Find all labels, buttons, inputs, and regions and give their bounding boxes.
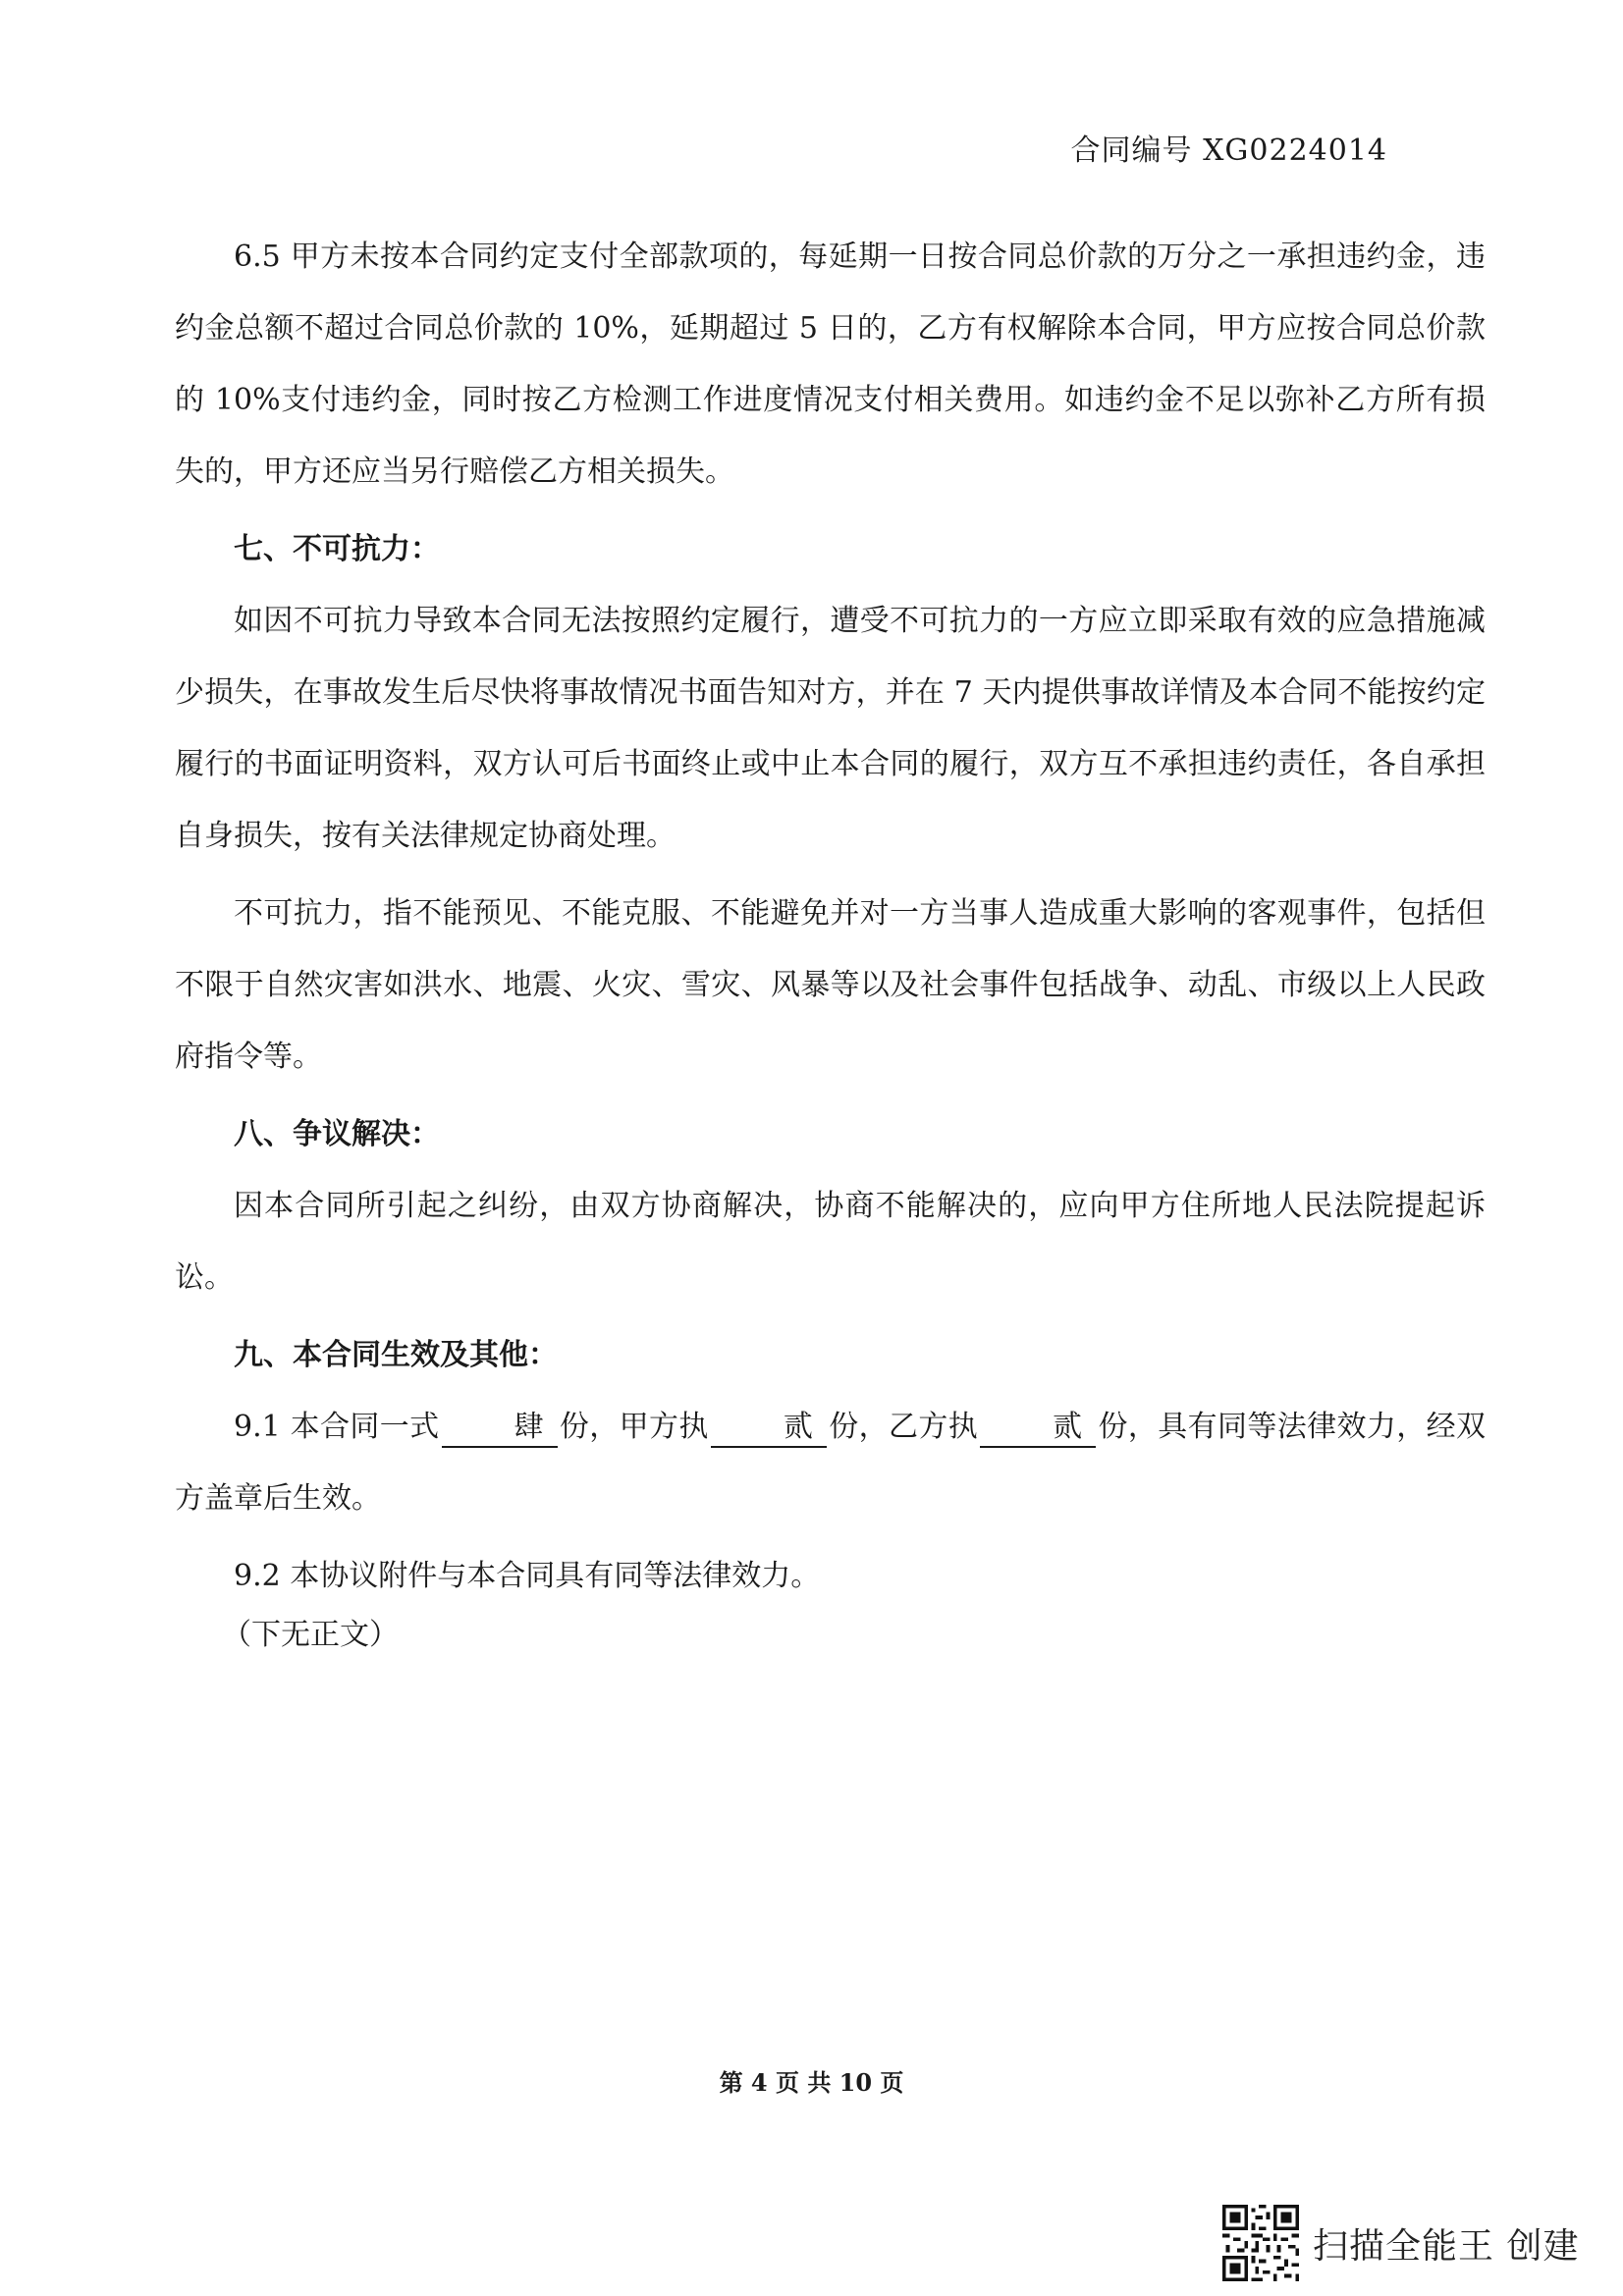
scanner-watermark [1222, 2205, 1579, 2281]
heading-dispute-resolution: 八、争议解决： [234, 1117, 440, 1151]
clause-7-2: 不可抗力，指不能预见、不能克服、不能避免并对一方当事人造成重大影响的客观事件，包括但不限于自然灾害如洪水、地震、火灾、雪灾、风暴等以及社会事件包括战争、动乱、市级以上人民政府指令等。 [175, 896, 1486, 1074]
clause-9-2: 9.2 本协议附件与本合同具有同等法律效力。 [234, 1559, 821, 1593]
clause-9-1 [175, 1391, 1486, 1534]
clause-9-1-part-b: 份，甲方执 [559, 1410, 709, 1444]
clause-7-1: 如因不可抗力导致本合同无法按照约定履行，遭受不可抗力的一方应立即采取有效的应急措施减少损失，在事故发生后尽快将事故情况书面告知对方，并在 7 天内提供事故详情及本合同不能按约定履行的书面证明资料，双方认可后书面终止或中止本合同的履行，双方互不承担违约责任，各自承担自身损失，按有关法律规定协商处理。 [175, 604, 1486, 853]
clause-9-1-part-d: 份，具有同等法律效力，经双方盖章后生效。 [175, 1410, 1487, 1516]
contract-number: 合同编号 XG0224014 [1070, 133, 1387, 168]
scanner-label: 扫描全能王 创建 [1313, 2225, 1580, 2267]
qr-code-icon [1222, 2205, 1299, 2281]
contract-body [175, 221, 1486, 1612]
clause-6-5: 6.5 甲方未按本合同约定支付全部款项的，每延期一日按合同总价款的万分之一承担违约金，违约金总额不超过合同总价款的 10%，延期超过 5 日的，乙方有权解除本合同，甲方应按合同总价款的 10%支付违约金，同时按乙方检测工作进度情况支付相关费用。如违约金不足以弥补乙方所有损失的，甲方还应当另行赔偿乙方相关损失。 [175, 240, 1486, 489]
heading-force-majeure: 七、不可抗力： [234, 532, 440, 566]
clause-8: 因本合同所引起之纠纷，由双方协商解决，协商不能解决的，应向甲方住所地人民法院提起诉讼。 [175, 1189, 1486, 1295]
clause-9-1-part-a: 9.1 本合同一式 [234, 1410, 440, 1444]
page-number: 第 4 页 共 10 页 [719, 2068, 904, 2097]
clause-9-1-part-c: 份，乙方执 [828, 1410, 979, 1444]
party-b-copies-blank: 贰 [980, 1409, 1096, 1448]
total-copies-blank: 肆 [442, 1409, 558, 1448]
heading-effectiveness: 九、本合同生效及其他： [234, 1338, 558, 1372]
party-a-copies-blank: 贰 [711, 1409, 827, 1448]
end-of-text-note: （下无正文） [222, 1618, 399, 1652]
